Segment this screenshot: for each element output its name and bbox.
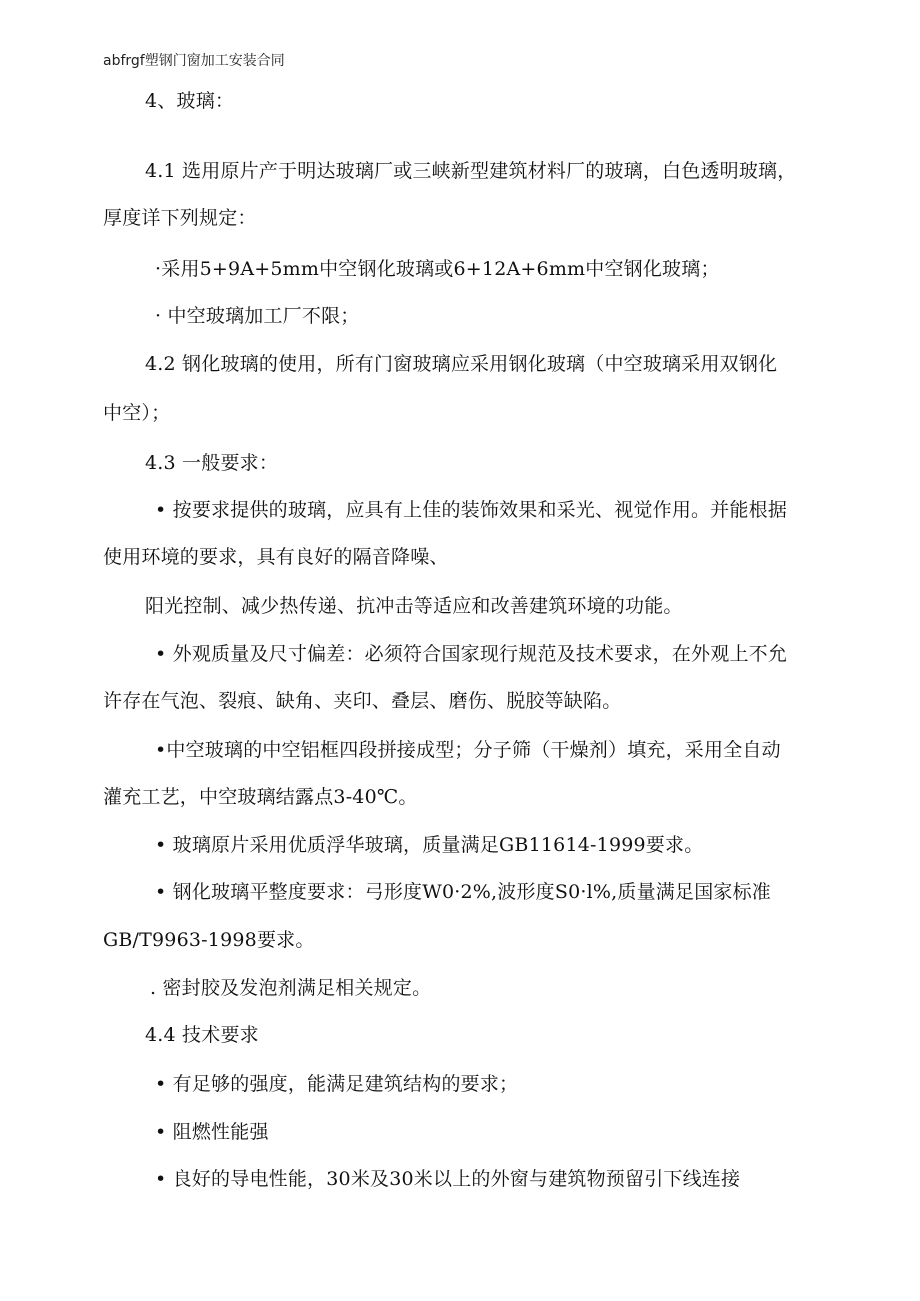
bullet-spacer-frame-line-2: 灌充工艺，中空玻璃结露点3-40℃。 [103,786,418,808]
bullet-strength: • 有足够的强度，能满足建筑结构的要求； [155,1073,519,1095]
bullet-spacer-frame-line-1: •中空玻璃的中空铝框四段拼接成型；分子筛（干燥剂）填充，采用全自动 [155,739,781,761]
section-heading-glass: 4、玻璃： [145,90,235,112]
clause-4-1-line-1: 4.1 选用原片产于明达玻璃厂或三峡新型建筑材料厂的玻璃，白色透明玻璃， [145,160,797,182]
clause-4-2-line-1: 4.2 钢化玻璃的使用，所有门窗玻璃应采用钢化玻璃（中空玻璃采用双钢化 [145,353,778,375]
bullet-flame-retardant: • 阻燃性能强 [155,1121,269,1143]
bullet-flatness-line-2: GB/T9963-1998要求。 [103,929,315,951]
bullet-flatness-line-1: • 钢化玻璃平整度要求：弓形度W0·2%,波形度S0·l%,质量满足国家标准 [155,881,772,903]
bullet-decorative-line-1: • 按要求提供的玻璃，应具有上佳的装饰效果和采光、视觉作用。并能根据 [155,499,788,521]
clause-4-3-heading: 4.3 一般要求： [145,452,279,474]
bullet-processing-plant: · 中空玻璃加工厂不限； [155,305,360,327]
bullet-appearance-line-1: • 外观质量及尺寸偏差：必须符合国家现行规范及技术要求，在外观上不允 [155,643,788,665]
document-header: abfrgf塑钢门窗加工安装合同 [103,53,285,69]
clause-4-4-heading: 4.4 技术要求 [145,1024,259,1046]
bullet-conductivity: • 良好的导电性能，30米及30米以上的外窗与建筑物预留引下线连接 [155,1168,741,1190]
clause-4-2-line-2: 中空）； [103,402,171,424]
bullet-float-glass: • 玻璃原片采用优质浮华玻璃，质量满足GB11614-1999要求。 [155,834,704,856]
bullet-glass-spec: ·采用5+9A+5mm中空钢化玻璃或6+12A+6mm中空钢化玻璃； [155,258,720,280]
bullet-appearance-line-2: 许存在气泡、裂痕、缺角、夹印、叠层、磨伤、脱胶等缺陷。 [103,690,622,712]
clause-4-1-line-2: 厚度详下列规定： [103,207,257,229]
bullet-decorative-line-3: 阳光控制、减少热传递、抗冲击等适应和改善建筑环境的功能。 [145,595,683,617]
bullet-sealant: . 密封胶及发泡剂满足相关规定。 [150,977,432,999]
bullet-decorative-line-2: 使用环境的要求，具有良好的隔音降噪、 [103,546,449,568]
